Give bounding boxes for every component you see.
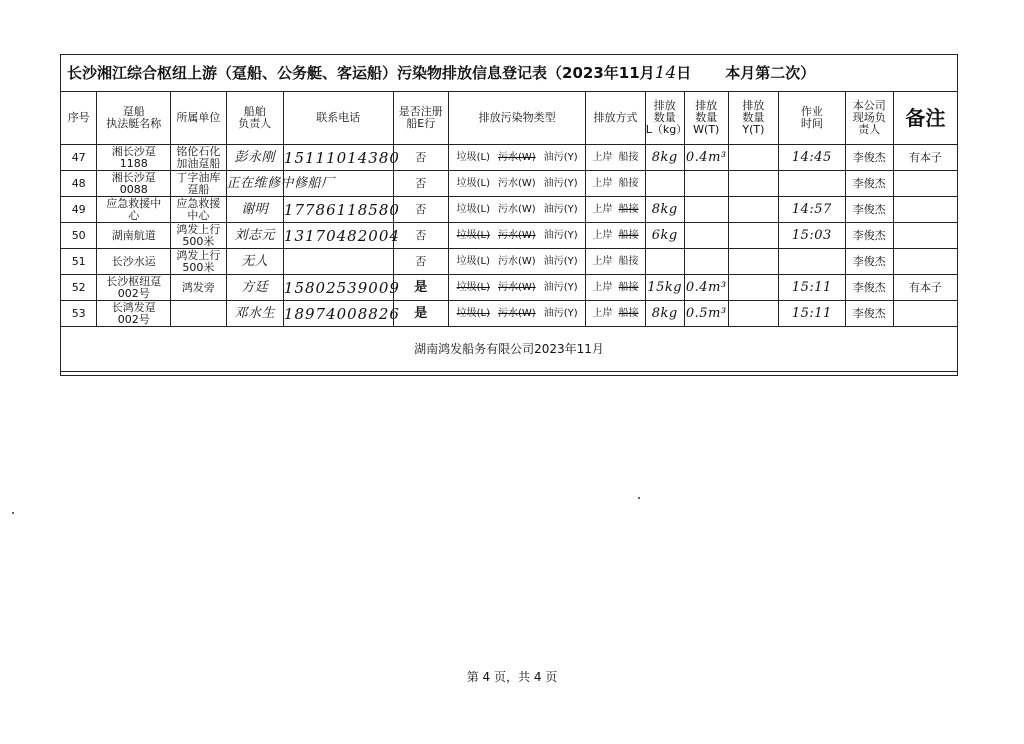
row-unit: 鸿发旁 [171, 275, 226, 301]
row-registered: 否 [393, 145, 448, 171]
row-owner: 无人 [226, 249, 283, 275]
row-unit: 鸿发上行 500米 [171, 223, 226, 249]
row-owner: 谢明 [226, 197, 283, 223]
header-registered: 是否注册 船E行 [393, 92, 448, 145]
row-pollutant-type [448, 171, 585, 197]
row-time [779, 171, 846, 197]
row-time: 15:03 [779, 223, 846, 249]
row-pollutant-type [448, 197, 585, 223]
pollutant-option: 垃圾(L) [456, 230, 490, 241]
table-row [61, 223, 957, 249]
header-unit: 所属单位 [171, 92, 226, 145]
method-option: 船接 [618, 282, 639, 293]
row-pollutant-type [448, 223, 585, 249]
row-remark [893, 171, 957, 197]
pollutant-table [61, 92, 957, 372]
registration-form [60, 54, 958, 376]
row-company-person: 李俊杰 [845, 171, 893, 197]
row-time: 14:57 [779, 197, 846, 223]
row-company-person: 李俊杰 [845, 275, 893, 301]
row-method [586, 197, 645, 223]
row-ship-name: 长鸿发趸 002号 [97, 301, 171, 327]
pollutant-option: 油污(Y) [543, 230, 578, 241]
title-day: 14 [654, 63, 677, 83]
title-prefix: 长沙湘江综合枢纽上游（趸船、公务艇、客运船）污染物排放信息登记表（2023年11月 [67, 64, 655, 82]
row-method [586, 145, 645, 171]
method-option: 船接 [618, 230, 639, 241]
row-remark [893, 197, 957, 223]
pollutant-option: 油污(Y) [543, 152, 578, 163]
method-option: 船接 [618, 256, 639, 267]
row-remark [893, 249, 957, 275]
header-owner: 船舶 负责人 [226, 92, 283, 145]
row-owner: 彭永刚 [226, 145, 283, 171]
row-ship-name: 湘长沙趸 0088 [97, 171, 171, 197]
row-qty-w [684, 171, 728, 197]
header-pollutant-type: 排放污染物类型 [448, 92, 585, 145]
page-number: 第 4 页，共 4 页 [466, 670, 558, 684]
row-owner: 方廷 [226, 275, 283, 301]
row-seq: 49 [61, 197, 97, 223]
row-qty-w: 0.4m³ [684, 145, 728, 171]
row-seq: 50 [61, 223, 97, 249]
row-qty-l: 8kg [645, 145, 684, 171]
pollutant-option: 油污(Y) [543, 308, 578, 319]
row-pollutant-type [448, 145, 585, 171]
row-unit: 应急救援 中心 [171, 197, 226, 223]
method-option: 上岸 [592, 256, 613, 267]
row-unit: 鸿发上行 500米 [171, 249, 226, 275]
row-qty-l: 6kg [645, 223, 684, 249]
row-ship-name: 应急救援中 心 [97, 197, 171, 223]
header-remark: 备注 [893, 92, 957, 145]
pollutant-option: 污水(W) [498, 256, 536, 267]
method-option: 船接 [618, 308, 639, 319]
row-unit [171, 301, 226, 327]
row-qty-y [728, 197, 778, 223]
row-phone: 15802539009 [283, 275, 393, 301]
row-method [586, 275, 645, 301]
row-phone: 17786118580 [283, 197, 393, 223]
row-qty-y [728, 301, 778, 327]
row-qty-y [728, 223, 778, 249]
pollutant-option: 油污(Y) [543, 178, 578, 189]
scan-speck [12, 512, 14, 514]
row-seq: 51 [61, 249, 97, 275]
header-method: 排放方式 [586, 92, 645, 145]
row-registered: 否 [393, 249, 448, 275]
row-qty-l [645, 249, 684, 275]
row-registered: 否 [393, 197, 448, 223]
row-unit: 丁字油库 趸船 [171, 171, 226, 197]
table-row [61, 197, 957, 223]
pollutant-option: 垃圾(L) [456, 178, 490, 189]
method-option: 上岸 [592, 152, 613, 163]
header-ship-name: 趸船 执法艇名称 [97, 92, 171, 145]
row-phone: 15111014380 [283, 145, 393, 171]
row-ship-name: 湖南航道 [97, 223, 171, 249]
method-option: 船接 [618, 204, 639, 215]
header-qty-w: 排放 数量 W(T) [684, 92, 728, 145]
row-pollutant-type [448, 249, 585, 275]
row-time: 15:11 [779, 275, 846, 301]
row-remark: 有本子 [893, 145, 957, 171]
row-qty-y [728, 171, 778, 197]
table-row [61, 249, 957, 275]
row-company-person: 李俊杰 [845, 223, 893, 249]
pollutant-option: 垃圾(L) [456, 204, 490, 215]
header-qty-l: 排放 数量 L（kg） [645, 92, 684, 145]
pollutant-option: 垃圾(L) [456, 256, 490, 267]
pollutant-option: 污水(W) [498, 204, 536, 215]
row-ship-name: 长沙水运 [97, 249, 171, 275]
row-qty-y [728, 249, 778, 275]
row-qty-l: 8kg [645, 197, 684, 223]
header-qty-y: 排放 数量 Y(T) [728, 92, 778, 145]
title-count: 本月第二次） [725, 64, 816, 82]
row-company-person: 李俊杰 [845, 249, 893, 275]
method-option: 上岸 [592, 178, 613, 189]
row-qty-y [728, 145, 778, 171]
header-phone: 联系电话 [283, 92, 393, 145]
row-ship-name: 长沙枢纽趸 002号 [97, 275, 171, 301]
row-qty-l [645, 171, 684, 197]
row-qty-y [728, 275, 778, 301]
pollutant-option: 污水(W) [498, 282, 536, 293]
row-qty-w [684, 197, 728, 223]
row-remark [893, 223, 957, 249]
row-seq: 52 [61, 275, 97, 301]
table-row [61, 301, 957, 327]
row-ship-name: 湘长沙趸 1188 [97, 145, 171, 171]
row-remark [893, 301, 957, 327]
row-method [586, 223, 645, 249]
row-qty-l: 15kg [645, 275, 684, 301]
method-option: 船接 [618, 178, 639, 189]
header-company-person: 本公司 现场负 责人 [845, 92, 893, 145]
row-company-person: 李俊杰 [845, 145, 893, 171]
row-method [586, 171, 645, 197]
title-suffix: 日 [676, 64, 692, 82]
row-time: 14:45 [779, 145, 846, 171]
row-owner: 刘志元 [226, 223, 283, 249]
row-pollutant-type [448, 301, 585, 327]
method-option: 船接 [618, 152, 639, 163]
row-qty-w: 0.5m³ [684, 301, 728, 327]
row-qty-w [684, 223, 728, 249]
row-seq: 53 [61, 301, 97, 327]
pollutant-option: 垃圾(L) [456, 152, 490, 163]
row-phone: 18974008826 [283, 301, 393, 327]
table-row [61, 145, 957, 171]
pollutant-option: 污水(W) [498, 308, 536, 319]
method-option: 上岸 [592, 230, 613, 241]
pollutant-option: 油污(Y) [543, 256, 578, 267]
pollutant-option: 垃圾(L) [456, 282, 490, 293]
method-option: 上岸 [592, 204, 613, 215]
row-registered: 否 [393, 171, 448, 197]
row-registered: 是 [393, 301, 448, 327]
header-seq: 序号 [61, 92, 97, 145]
row-registered: 是 [393, 275, 448, 301]
row-phone: 13170482004 [283, 223, 393, 249]
row-seq: 48 [61, 171, 97, 197]
row-time: 15:11 [779, 301, 846, 327]
row-unit: 铭伦石化 加油趸船 [171, 145, 226, 171]
method-option: 上岸 [592, 282, 613, 293]
header-row [61, 92, 957, 145]
row-seq: 47 [61, 145, 97, 171]
row-qty-w: 0.4m³ [684, 275, 728, 301]
row-qty-l: 8kg [645, 301, 684, 327]
method-option: 上岸 [592, 308, 613, 319]
row-owner: 邓水生 [226, 301, 283, 327]
scan-speck [638, 497, 640, 499]
pollutant-option: 污水(W) [498, 152, 536, 163]
row-registered: 否 [393, 223, 448, 249]
footer-company: 湖南鸿发船务有限公司2023年11月 [61, 327, 957, 372]
footer-row [61, 327, 957, 372]
row-qty-w [684, 249, 728, 275]
table-row [61, 275, 957, 301]
table-row [61, 171, 957, 197]
header-time: 作业 时间 [779, 92, 846, 145]
row-method [586, 301, 645, 327]
pollutant-option: 垃圾(L) [456, 308, 490, 319]
row-remark: 有本子 [893, 275, 957, 301]
row-company-person: 李俊杰 [845, 197, 893, 223]
row-pollutant-type [448, 275, 585, 301]
row-owner: 正在维修中修船厂 [226, 171, 283, 197]
row-method [586, 249, 645, 275]
row-phone [283, 249, 393, 275]
pollutant-option: 污水(W) [498, 230, 536, 241]
pollutant-option: 污水(W) [498, 178, 536, 189]
pollutant-option: 油污(Y) [543, 282, 578, 293]
row-company-person: 李俊杰 [845, 301, 893, 327]
pollutant-option: 油污(Y) [543, 204, 578, 215]
row-time [779, 249, 846, 275]
form-title [61, 55, 957, 92]
